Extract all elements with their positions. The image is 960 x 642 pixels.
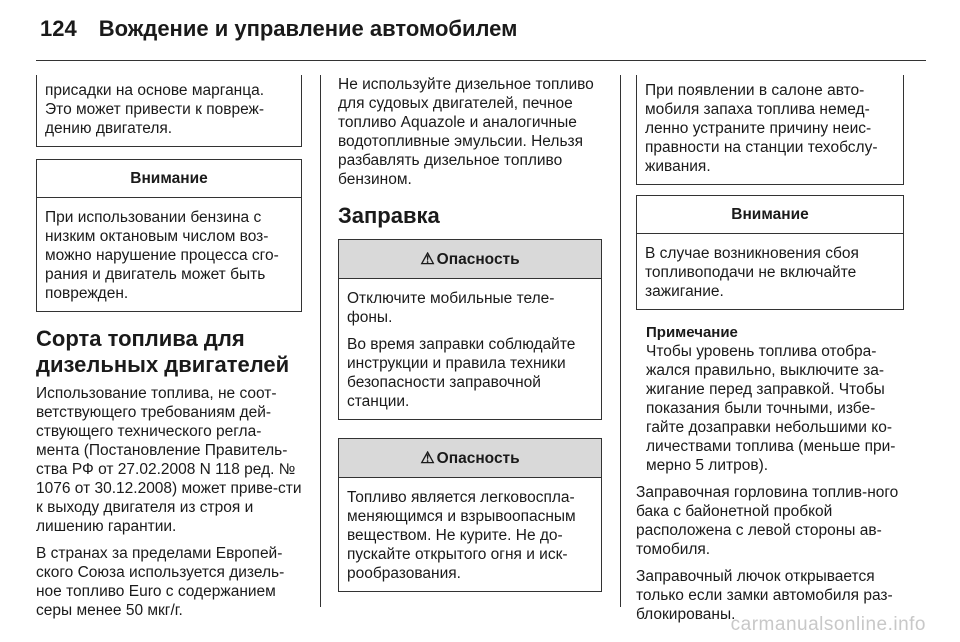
caution-title: Внимание xyxy=(37,160,301,198)
diesel-paragraph-3: Не используйте дизельное топливо для судовых двигателей, печное топливо Aquazole и аналогичные водотопливные эмульсии. Нельзя разбавлять дизельное топливо бензином. xyxy=(338,76,594,188)
note-text: Чтобы уровень топлива отобра-жался правильно, выключите за-жигание перед заправкой. Чтобы показания были точными, избе-гайте дозаправки небольшими ко-личествами топлива (меньше при-мерно 5 литров). xyxy=(646,343,896,474)
caution-box xyxy=(36,159,302,312)
caution-text-2: В случае возникновения сбоя топливоподачи не включайте зажигание. xyxy=(645,245,859,300)
warning-triangle-icon: ⚠ xyxy=(420,450,435,467)
caution-box-2 xyxy=(636,195,904,310)
continued-warning-box xyxy=(36,75,302,147)
column-2 xyxy=(338,75,602,592)
watermark: carmanualsonline.info xyxy=(730,614,926,635)
note-block xyxy=(636,324,904,475)
danger-text-1b: Во время заправки соблюдайте инструкции и правила техники безопасности заправочной станции. xyxy=(347,336,576,410)
header-divider xyxy=(36,60,926,61)
note-title: Примечание xyxy=(646,324,738,341)
danger-title-2: ⚠ Опасность xyxy=(339,439,601,478)
danger-text-1a: Отключите мобильные теле-фоны. xyxy=(347,290,555,326)
diesel-paragraph-2: В странах за пределами Европей-ского Союза используется дизель-ное топливо Euro с содержанием серы менее 50 мкг/г. xyxy=(36,545,285,619)
section-heading-refuel: Заправка xyxy=(338,203,440,228)
page-number: 124 xyxy=(40,16,77,41)
caution-title-2: Внимание xyxy=(637,196,903,234)
danger-box-2 xyxy=(338,438,602,592)
page-header xyxy=(40,16,517,46)
column-3 xyxy=(636,75,904,632)
continued-info-box xyxy=(636,75,904,185)
column-divider-1 xyxy=(320,75,321,607)
refuel-paragraph-1: Заправочная горловина топлив-ного бака с байонетной пробкой расположена с левой стороны ав-томобиля. xyxy=(636,484,899,558)
page-title: Вождение и управление автомобилем xyxy=(98,16,518,41)
refuel-paragraph-2: Заправочный лючок открывается только если замки автомобиля раз-блокированы. xyxy=(636,568,893,623)
danger-title-1: ⚠ Опасность xyxy=(339,240,601,279)
danger-text-2: Топливо является легковоспла-меняющимся и взрывоопасным веществом. Не курите. Не до-пускайте открытого огня и иск-рообразования. xyxy=(347,489,576,582)
danger-box-1 xyxy=(338,239,602,420)
continued-warning-text: присадки на основе марганца. Это может привести к повреж-дению двигателя. xyxy=(45,82,265,137)
section-heading-diesel: Сорта топлива для дизельных двигателей xyxy=(36,326,290,377)
diesel-paragraph-1: Использование топлива, не соот-ветствующего требованиям дей-ствующего технического регла-мента (Постановление Правитель-ства РФ от 27.02.2008 N 118 ред. № 1076 от 30.12.2008) может приве-сти к выходу двигателя из строя и лишению гарантии. xyxy=(36,385,302,535)
caution-text: При использовании бензина с низким октановым числом воз-можно нарушение процесса сго-рания и двигатель может быть поврежден. xyxy=(45,209,279,302)
warning-triangle-icon: ⚠ xyxy=(420,251,435,268)
column-divider-2 xyxy=(620,75,621,607)
column-1 xyxy=(36,75,302,628)
continued-info-text: При появлении в салоне авто-мобиля запаха топлива немед-ленно устраните причину неис-правности на станции техобслу-живания. xyxy=(645,82,878,175)
